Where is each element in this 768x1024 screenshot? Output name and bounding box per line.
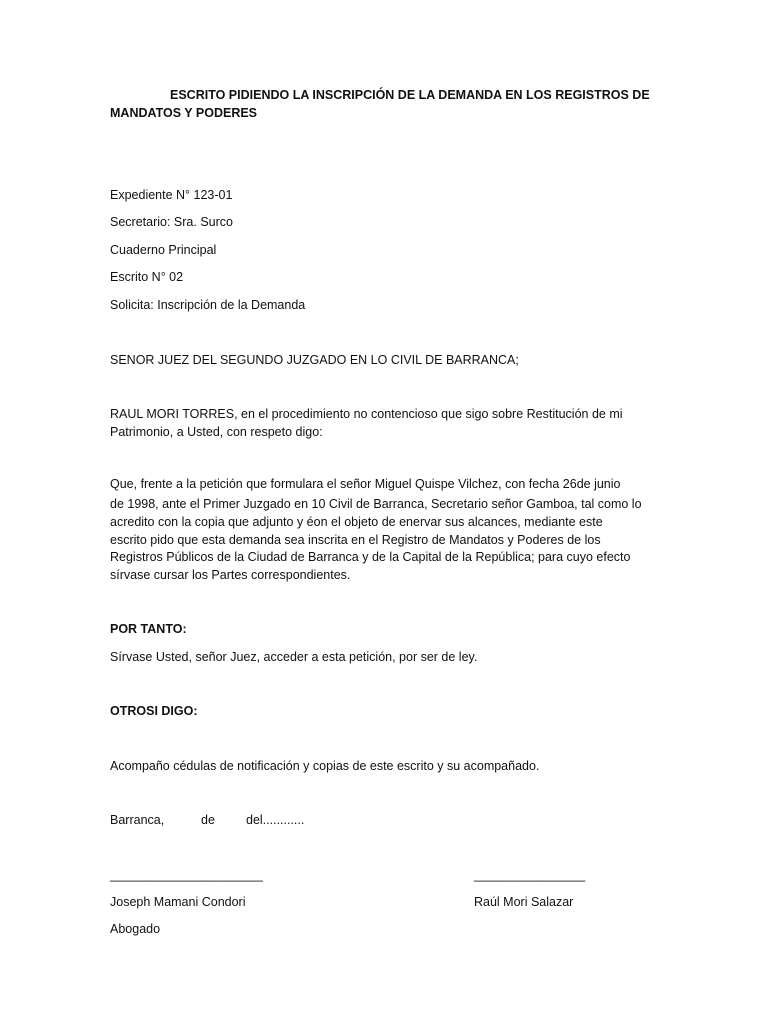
intro-line-1: RAUL MORI TORRES, en el procedimiento no contencioso que sigo sobre Restitución de mi xyxy=(110,407,623,421)
escrito-field: Escrito N° 02 xyxy=(110,270,184,284)
addressee-line: SENOR JUEZ DEL SEGUNDO JUZGADO EN LO CIVIL DE BARRANCA; xyxy=(110,353,519,367)
otrosi-heading: OTROSI DIGO: xyxy=(110,704,198,718)
document-title-line-1: ESCRITO PIDIENDO LA INSCRIPCIÓN DE LA DEMANDA EN LOS REGISTROS DE xyxy=(170,88,650,102)
body-line-6: sírvase cursar los Partes correspondientes. xyxy=(110,568,351,582)
right-signer-name: Raúl Mori Salazar xyxy=(474,895,574,909)
otrosi-text: Acompaño cédulas de notificación y copias de este escrito y su acompañado. xyxy=(110,759,540,773)
date-de: de xyxy=(201,813,215,827)
intro-line-2: Patrimonio, a Usted, con respeto digo: xyxy=(110,425,323,439)
left-signer-name: Joseph Mamani Condori xyxy=(110,895,246,909)
date-del: del............ xyxy=(246,813,305,827)
cuaderno-field: Cuaderno Principal xyxy=(110,243,217,257)
por-tanto-text: Sírvase Usted, señor Juez, acceder a esta petición, por ser de ley. xyxy=(110,650,478,664)
body-line-4: escrito pido que esta demanda sea inscrita en el Registro de Mandatos y Poderes de los xyxy=(110,533,601,547)
expediente-field: Expediente N° 123-01 xyxy=(110,188,233,202)
body-line-1: Que, frente a la petición que formulara el señor Miguel Quispe Vilchez, con fecha 26de junio xyxy=(110,477,621,491)
body-line-3: acredito con la copia que adjunto y éon el objeto de enervar sus alcances, mediante este xyxy=(110,515,603,529)
document-title-line-2: MANDATOS Y PODERES xyxy=(110,106,258,120)
body-line-5: Registros Públicos de la Ciudad de Barranca y de la Capital de la República; para cuyo efecto xyxy=(110,550,631,564)
left-signer-title: Abogado xyxy=(110,922,161,936)
secretario-field: Secretario: Sra. Surco xyxy=(110,215,233,229)
solicita-field: Solicita: Inscripción de la Demanda xyxy=(110,298,306,312)
left-signature-line: ______________________ xyxy=(110,868,263,882)
por-tanto-heading: POR TANTO: xyxy=(110,622,187,636)
body-line-2: de 1998, ante el Primer Juzgado en 10 Civil de Barranca, Secretario señor Gamboa, tal como lo xyxy=(110,497,642,511)
date-place: Barranca, xyxy=(110,813,165,827)
right-signature-line: ________________ xyxy=(474,868,586,882)
